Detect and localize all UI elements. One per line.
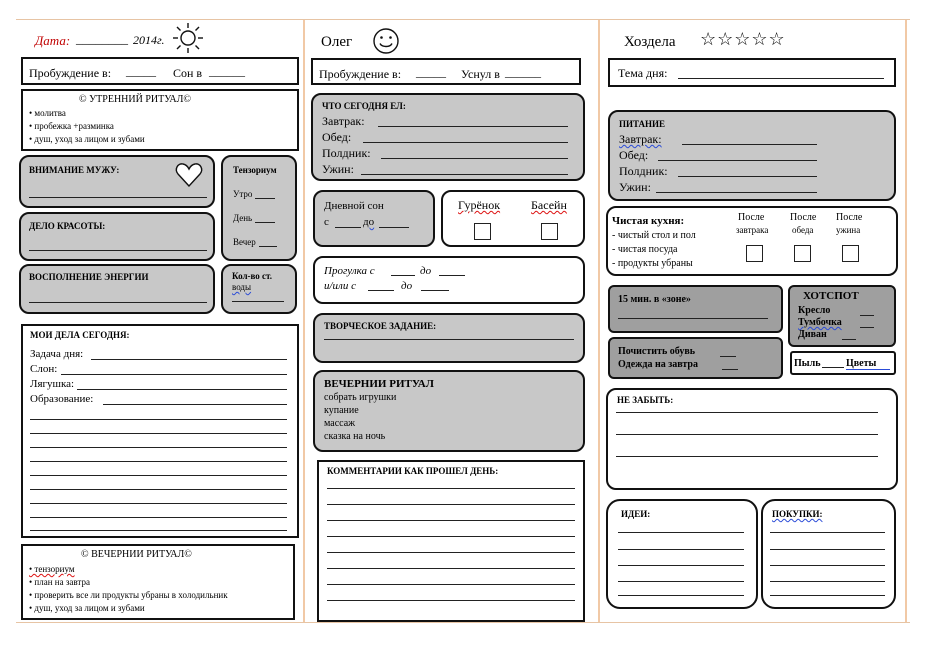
shoes-clothes-box (608, 337, 783, 379)
education-line (103, 404, 287, 405)
shoes-line[interactable] (720, 356, 736, 357)
tenz-day-line (255, 222, 275, 223)
after-breakfast-sub: завтрака (736, 225, 769, 235)
wake-label: Пробуждение в: (29, 66, 112, 80)
star-rating[interactable]: ☆☆☆☆☆ (700, 29, 786, 49)
morning-item-3: • душ, уход за лицом и зубами (29, 134, 145, 144)
flowers-label: Цветы (846, 358, 877, 369)
husband-attention-title: ВНИМАНИЕ МУЖУ: (29, 165, 120, 175)
child-lunch-label: Обед: (322, 130, 352, 144)
nap-title: Дневной сон (324, 200, 384, 212)
hotspot-armchair-line[interactable] (860, 315, 874, 316)
after-lunch-label: После (790, 212, 817, 223)
remember-line (616, 434, 878, 435)
child-breakfast-line (378, 126, 568, 127)
child-evening-ritual-box (313, 370, 585, 452)
evening-ritual-title: © ВЕЧЕРНИИ РИТУАЛ© (81, 549, 192, 560)
tenz-evening-label: Вечер (233, 237, 256, 247)
child-evening-item-2: купание (324, 405, 359, 416)
evening-item-3: • проверить все ли продукты убраны в холодильник (29, 590, 228, 600)
hotspot-sofa: Диван (798, 329, 827, 340)
sleep-blank[interactable]: ______ (209, 64, 245, 78)
husband-line (29, 197, 207, 198)
comment-line (327, 488, 575, 489)
energy-line (29, 302, 207, 303)
walk-to-line[interactable] (439, 275, 465, 276)
my-tasks-title: МОИ ДЕЛА СЕГОДНЯ: (30, 330, 130, 340)
creative-box (313, 313, 585, 363)
kitchen-item-1: - чистый стол и пол (612, 230, 696, 241)
child-wake-sleep-box (311, 58, 581, 85)
what-ate-title: ЧТО СЕГОДНЯ ЕЛ: (322, 101, 406, 111)
beauty-title: ДЕЛО КРАСОТЫ: (29, 221, 106, 231)
comment-line (327, 584, 575, 585)
nap-box (313, 190, 435, 247)
after-lunch-sub: обеда (792, 225, 814, 235)
tenz-morning-line (255, 198, 275, 199)
sun-icon (172, 22, 204, 54)
ideas-line (618, 549, 744, 550)
husband-attention-box (19, 155, 215, 208)
walk2-from-label: и/или с (324, 280, 356, 292)
walk2-from-line[interactable] (368, 290, 394, 291)
comment-line (327, 504, 575, 505)
year-text: 2014г. (133, 33, 165, 47)
child-evening-item-4: сказка на ночь (324, 431, 386, 442)
energy-box (19, 264, 215, 314)
walk2-to-label: до (401, 280, 413, 292)
tenz-morning-label: Утро (233, 189, 253, 199)
nap-from-label: с (324, 216, 329, 228)
morning-ritual-title: © УТРЕННИЙ РИТУАЛ© (79, 94, 192, 105)
top-edge-line (16, 19, 910, 20)
elephant-line (61, 374, 287, 375)
theme-box (608, 58, 896, 87)
theme-label: Тема дня: (618, 66, 668, 80)
education-label: Образование: (30, 393, 94, 405)
flowers-underline (846, 369, 890, 370)
evening-item-1: • тензориум (29, 564, 75, 574)
ideas-line (618, 565, 744, 566)
wake-blank[interactable]: _____ (126, 64, 156, 78)
morning-ritual-box (21, 89, 299, 151)
breakfast-line (682, 144, 817, 145)
morning-item-2: • пробежка +разминка (29, 121, 114, 131)
nap-from-line[interactable] (335, 227, 361, 228)
shoes-label: Почистить обувь (618, 346, 696, 357)
check-label-gurenok: Гурёнок (458, 198, 501, 212)
column-separator-right-edge (905, 20, 907, 622)
theme-line[interactable] (678, 78, 884, 79)
ideas-title: ИДЕИ: (621, 509, 651, 519)
water-title: Кол-во ст. (232, 271, 273, 281)
task-line (30, 530, 287, 531)
child-snack-line (381, 158, 568, 159)
task-line (30, 447, 287, 448)
walk-from-label: Прогулка с (324, 265, 375, 277)
hotspot-nightstand-line[interactable] (860, 327, 874, 328)
hotspot-nightstand: Тумбочка (798, 317, 842, 328)
shopping-title: ПОКУПКИ: (772, 509, 823, 519)
walk-box (313, 256, 585, 304)
lunch-label: Обед: (619, 148, 649, 162)
task-line (30, 419, 287, 420)
frog-label: Лягушка: (30, 378, 75, 390)
dinner-label: Ужин: (619, 180, 651, 194)
hotspot-box (788, 285, 896, 347)
snack-label: Полдник: (619, 164, 668, 178)
activities-check-box (441, 190, 585, 247)
heart-icon (175, 162, 203, 188)
morning-item-1: • молитва (29, 108, 66, 118)
task-line (30, 517, 287, 518)
child-wake-blank[interactable]: _____ (416, 65, 446, 79)
comment-line (327, 520, 575, 521)
after-dinner-label: После (836, 212, 863, 223)
after-lunch-checkbox[interactable] (794, 245, 811, 262)
child-snack-label: Полдник: (322, 146, 371, 160)
column-separator-1 (303, 20, 305, 622)
hotspot-sofa-line[interactable] (842, 339, 856, 340)
shopping-line (770, 581, 885, 582)
beauty-box (19, 212, 215, 261)
clean-kitchen-box (606, 206, 898, 276)
shopping-line (770, 595, 885, 596)
after-breakfast-label: После (738, 212, 765, 223)
household-title: Хоздела (624, 34, 676, 50)
shopping-line (770, 565, 885, 566)
lunch-line (658, 160, 817, 161)
shopping-line (770, 532, 885, 533)
pool-checkbox[interactable] (541, 223, 558, 240)
energy-title: ВОСПОЛНЕНИЕ ЭНЕРГИИ (29, 272, 149, 282)
tenzorium-title: Тензориум (233, 165, 277, 175)
water-sub: воды (232, 282, 252, 292)
child-breakfast-label: Завтрак: (322, 114, 365, 128)
nap-to-line[interactable] (379, 227, 409, 228)
dust-line[interactable] (822, 367, 844, 368)
my-tasks-box (21, 324, 299, 538)
remember-title: НЕ ЗАБЫТЬ: (617, 395, 674, 405)
hotspot-armchair: Кресло (798, 305, 831, 316)
zone-line (618, 318, 768, 319)
evening-item-2: • план на завтра (29, 577, 90, 587)
nap-to-label: до (363, 216, 375, 228)
child-lunch-line (363, 142, 568, 143)
tenz-day-label: День (233, 213, 253, 223)
frog-line (77, 389, 287, 390)
evening-item-4: • душ, уход за лицом и зубами (29, 603, 145, 613)
clothes-line[interactable] (722, 369, 738, 370)
kitchen-item-2: - чистая посуда (612, 244, 678, 255)
zone-label: 15 мин. в «зоне» (618, 294, 691, 305)
child-name: Олег (321, 34, 353, 50)
ideas-line (618, 532, 744, 533)
comment-line (327, 600, 575, 601)
nutrition-title: ПИТАНИЕ (619, 119, 666, 129)
gurenok-checkbox[interactable] (474, 223, 491, 240)
creative-line (324, 339, 574, 340)
zone-box (608, 285, 783, 333)
ideas-line (618, 581, 744, 582)
check-label-pool: Басейн (531, 198, 567, 212)
task-line (30, 433, 287, 434)
date-blank[interactable]: ________ (76, 31, 128, 46)
water-line (232, 301, 284, 302)
after-dinner-sub: ужина (836, 225, 861, 235)
comments-title: КОММЕНТАРИИ КАК ПРОШЕЛ ДЕНЬ: (327, 466, 499, 476)
bottom-edge-line (16, 622, 910, 623)
task-of-day-line (91, 359, 287, 360)
child-dinner-label: Ужин: (322, 162, 354, 176)
walk2-to-line[interactable] (421, 290, 449, 291)
remember-line (616, 456, 878, 457)
snack-line (678, 176, 817, 177)
tenz-evening-line (259, 246, 277, 247)
kitchen-item-3: - продукты убраны (612, 258, 693, 269)
dust-label: Пыль (794, 358, 821, 369)
elephant-label: Слон: (30, 363, 58, 375)
comments-box (317, 460, 585, 622)
clothes-label: Одежда на завтра (618, 359, 698, 370)
evening-ritual-box (21, 544, 295, 620)
shopping-line (770, 549, 885, 550)
comment-line (327, 536, 575, 537)
what-ate-box (311, 93, 585, 181)
creative-title: ТВОРЧЕСКОЕ ЗАДАНИЕ: (324, 321, 437, 331)
tenzorium-box (221, 155, 297, 261)
after-dinner-checkbox[interactable] (842, 245, 859, 262)
task-line (30, 475, 287, 476)
column-separator-2 (598, 20, 600, 622)
task-line (30, 503, 287, 504)
comment-line (327, 552, 575, 553)
date-label: Дата: (35, 33, 71, 48)
water-box (221, 264, 297, 314)
task-line (30, 461, 287, 462)
child-sleep-blank[interactable]: ______ (505, 65, 541, 79)
child-evening-item-3: массаж (324, 418, 356, 429)
nutrition-box (608, 110, 896, 201)
beauty-line (29, 250, 207, 251)
child-sleep-label: Уснул в (461, 67, 500, 81)
breakfast-label: Завтрак: (619, 132, 662, 146)
walk-from-line[interactable] (391, 275, 415, 276)
task-of-day-label: Задача дня: (30, 348, 84, 360)
ideas-line (618, 595, 744, 596)
ideas-box (606, 499, 758, 609)
remember-box (606, 388, 898, 490)
child-wake-label: Пробуждение в: (319, 67, 402, 81)
child-evening-title: ВЕЧЕРНИИ РИТУАЛ (324, 378, 434, 390)
walk-to-label: до (420, 265, 432, 277)
after-breakfast-checkbox[interactable] (746, 245, 763, 262)
comment-line (327, 568, 575, 569)
smiley-icon (372, 27, 400, 55)
child-evening-item-1: собрать игрушки (324, 392, 397, 403)
hotspot-title: ХОТСПОТ (803, 290, 859, 302)
wake-sleep-box (21, 57, 299, 85)
dinner-line (656, 192, 817, 193)
shopping-box (761, 499, 896, 609)
task-line (30, 489, 287, 490)
sleep-label: Сон в (173, 66, 203, 80)
dust-flowers-box (790, 351, 896, 375)
remember-line (616, 412, 878, 413)
clean-kitchen-title: Чистая кухня: (612, 215, 685, 227)
child-dinner-line (361, 174, 568, 175)
